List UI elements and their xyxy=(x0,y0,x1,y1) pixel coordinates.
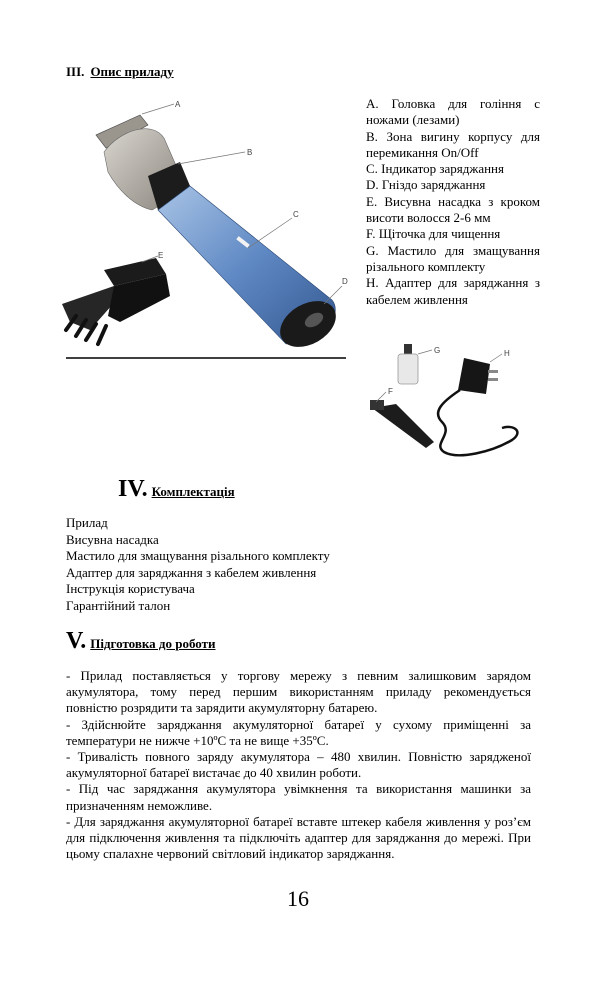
label-g: G xyxy=(434,346,441,355)
label-d: D xyxy=(342,277,348,286)
accessories-figure xyxy=(362,340,542,464)
section-5-number: V. xyxy=(66,628,87,654)
section-4-title: Комплектація xyxy=(151,484,235,499)
label-e: E xyxy=(158,251,164,260)
legend-item-g: G. Мастило для змащування різального комплекту xyxy=(366,242,540,274)
list-item: Мастило для змащування різального комплекту xyxy=(66,548,330,564)
paragraph: - Тривалість повного заряду акумулятора – 480 хвилин. Повністю зарядженої акумуляторної батареї вистачає до 40 хвилин роботи. xyxy=(66,749,531,781)
oil-bottle xyxy=(398,344,418,384)
page-number: 16 xyxy=(287,886,309,911)
trimmer-body xyxy=(96,115,344,356)
section-4-number: IV. xyxy=(118,476,148,502)
list-item: Інструкція користувача xyxy=(66,581,195,597)
legend-item-h: H. Адаптер для заряджання з кабелем живлення xyxy=(366,275,540,307)
list-item: Гарантійний талон xyxy=(66,597,171,613)
legend-item-a: A. Головка для гоління с ножами (лезами) xyxy=(366,96,540,128)
cleaning-brush xyxy=(370,400,434,448)
list-item: Адаптер для заряджання з кабелем живлення xyxy=(66,564,317,580)
paragraph: - Для заряджання акумуляторної батареї вставте штекер кабеля живлення у роз’єм для підключення живлення та підключіть адаптер для заряджання до мережі. При цьому спалахне червоний світловий індикатор заряджання. xyxy=(66,813,531,862)
list-item: Прилад xyxy=(66,515,108,530)
legend-item-d: D. Гніздо заряджання xyxy=(366,177,486,193)
comb-attachment xyxy=(62,258,170,344)
label-c: C xyxy=(293,210,299,219)
power-adapter xyxy=(438,358,517,455)
preparation-text xyxy=(66,668,531,862)
section-5-title: Підготовка до роботи xyxy=(90,636,216,651)
legend-item-f: F. Щіточка для чищення xyxy=(366,226,501,242)
legend-item-b: B. Зона вигину корпусу для перемикання On/Off xyxy=(366,128,540,160)
legend-item-c: C. Індикатор заряджання xyxy=(366,161,504,177)
section-3-heading xyxy=(66,64,174,80)
parts-legend xyxy=(366,96,540,308)
package-contents-list xyxy=(66,515,330,615)
label-b: B xyxy=(247,148,253,157)
paragraph: - Прилад поставляється у торгову мережу з певним залишковим зарядом акумулятора, тому перед першим використанням приладу рекомендується повністю розрядити та зарядити акумуляторну батарею. xyxy=(66,668,531,716)
paragraph: - Здійснюйте заряджання акумуляторної батареї у сухому приміщенні за температури не нижче +10ºС та не вище +35ºС. xyxy=(66,716,531,748)
label-f: F xyxy=(388,387,393,396)
label-a: A xyxy=(175,100,181,109)
label-h: H xyxy=(504,349,510,358)
section-3-title: Опис приладу xyxy=(90,64,174,79)
section-5-heading xyxy=(66,628,216,655)
legend-item-e: E. Висувна насадка з кроком висоти волосся 2-6 мм xyxy=(366,193,540,226)
section-3-number: III. xyxy=(66,64,85,79)
list-item: Висувна насадка xyxy=(66,531,159,547)
section-4-heading xyxy=(118,476,235,503)
paragraph: - Під час заряджання акумулятора увімкнення та використання машинки за призначенням неможливе. xyxy=(66,781,531,813)
trimmer-figure xyxy=(60,90,360,360)
